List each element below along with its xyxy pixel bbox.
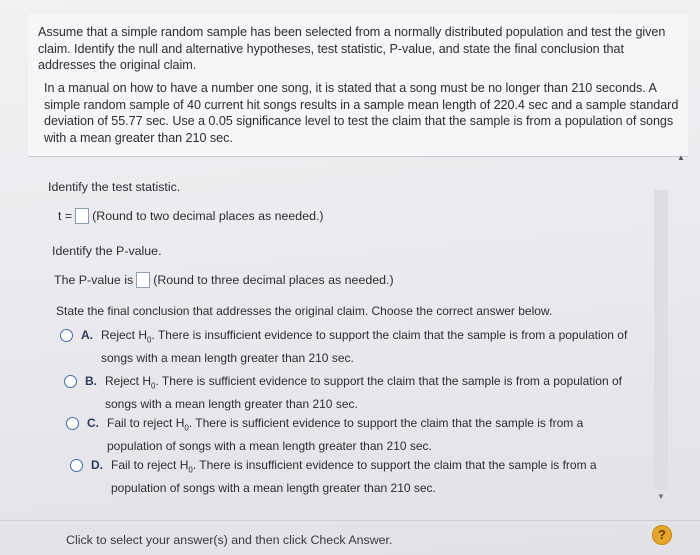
p-value-line bbox=[54, 272, 394, 288]
help-button[interactable]: ? bbox=[652, 525, 672, 545]
test-statistic-label: Identify the test statistic. bbox=[48, 180, 181, 194]
radio-b[interactable] bbox=[64, 375, 77, 388]
radio-a[interactable] bbox=[60, 329, 73, 342]
scrollbar[interactable] bbox=[654, 190, 668, 490]
problem-panel bbox=[28, 14, 688, 157]
p-value-hint: (Round to three decimal places as needed.) bbox=[153, 273, 394, 287]
option-d[interactable] bbox=[70, 456, 610, 498]
option-b[interactable] bbox=[64, 372, 644, 414]
option-letter: C. bbox=[87, 416, 99, 430]
footer-instruction: Click to select your answer(s) and then click Check Answer. bbox=[66, 533, 393, 547]
option-letter: D. bbox=[91, 458, 103, 472]
conclusion-label: State the final conclusion that addresses the original claim. Choose the correct answer below. bbox=[56, 304, 553, 318]
option-c[interactable] bbox=[66, 414, 606, 456]
radio-c[interactable] bbox=[66, 417, 79, 430]
radio-d[interactable] bbox=[70, 459, 83, 472]
option-letter: B. bbox=[85, 374, 97, 388]
option-text: Reject $H_0$. There is sufficient evidence to support the claim that the sample is from a population of songs with a mean length greater than 210 sec. bbox=[105, 374, 622, 412]
test-statistic-line bbox=[58, 208, 324, 224]
test-statistic-hint: (Round to two decimal places as needed.) bbox=[92, 209, 324, 223]
option-a[interactable] bbox=[60, 326, 645, 368]
p-value-input[interactable] bbox=[136, 272, 150, 288]
option-text: Fail to reject $H_0$. There is sufficient evidence to support the claim that the sample is from a population of songs with a mean length greater than 210 sec. bbox=[107, 416, 584, 454]
option-letter: A. bbox=[81, 328, 93, 342]
t-prefix: t = bbox=[58, 209, 73, 223]
intro-text: Assume that a simple random sample has been selected from a normally distributed population and test the given claim. Identify the null and alternative hypotheses, test statistic, P-value, and state the final conclusion that addresses the original claim. bbox=[38, 25, 666, 72]
option-text: Reject $H_0$. There is insufficient evidence to support the claim that the sample is from a population of songs with a mean length greater than 210 sec. bbox=[101, 328, 628, 366]
p-value-label: Identify the P-value. bbox=[52, 244, 162, 258]
problem-text: In a manual on how to have a number one song, it is stated that a song must be no longer than 210 seconds. A simple random sample of 40 current hit songs results in a sample mean length of 220.4 sec and a sample standard deviation of 55.77 sec. Use a 0.05 significance level to test the claim that the sample is from a population of songs with a mean greater than 210 sec. bbox=[44, 81, 679, 145]
test-statistic-input[interactable] bbox=[75, 208, 89, 224]
footer-divider bbox=[0, 520, 700, 521]
collapse-up-icon[interactable]: ▲ bbox=[677, 153, 685, 162]
answer-area bbox=[0, 160, 700, 555]
p-value-prefix: The P-value is bbox=[54, 273, 134, 287]
option-text: Fail to reject $H_0$. There is insufficient evidence to support the claim that the sample is from a population of songs with a mean length greater than 210 sec. bbox=[111, 458, 597, 496]
scroll-down-icon[interactable]: ▼ bbox=[657, 492, 665, 501]
